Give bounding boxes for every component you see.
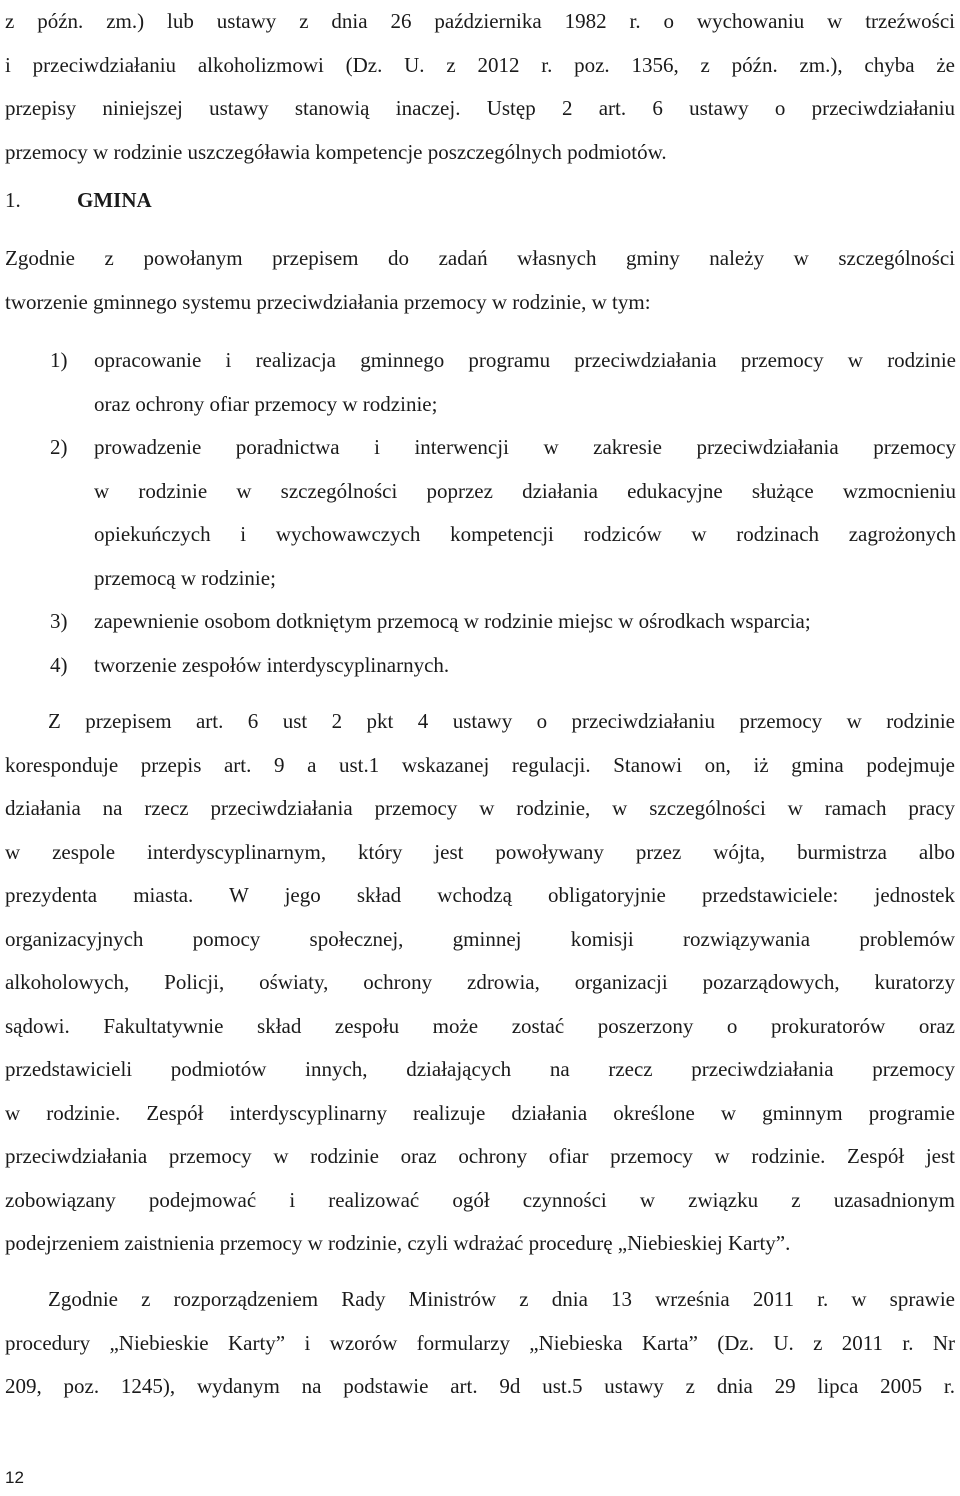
- text-line: Z przepisem art. 6 ust 2 pkt 4 ustawy o przeciwdziałaniu przemocy w rodzinie: [48, 709, 955, 733]
- page-number: 12: [5, 1468, 24, 1487]
- text-line: działania na rzecz przeciwdziałania przemocy w rodzinie, w szczególności w ramach pracy: [5, 796, 955, 820]
- text-line: zobowiązany podejmować i realizować ogół czynności w związku z uzasadnionym: [5, 1187, 955, 1212]
- text-line: w rodzinie w szczególności poprzez działania edukacyjne służące wzmocnieniu: [94, 478, 956, 503]
- text-line: 209, poz. 1245), wydanym na podstawie art. 9d ust.5 ustawy z dnia 29 lipca 2005 r.: [5, 1374, 955, 1398]
- text-line: tworzenie gminnego systemu przeciwdziałania przemocy w rodzinie, w tym:: [5, 289, 651, 314]
- text-line: tworzenie zespołów interdyscyplinarnych.: [94, 652, 450, 677]
- list-item: [50, 339, 956, 426]
- text-line: Zgodnie z powołanym przepisem do zadań własnych gminy należy w szczególności: [5, 246, 955, 270]
- text-line: z późn. zm.) lub ustawy z dnia 26 października 1982 r. o wychowaniu w trzeźwości: [5, 9, 955, 33]
- text-line: w rodzinie. Zespół interdyscyplinarny realizuje działania określone w gminnym programie: [5, 1100, 955, 1125]
- text-line: procedury „Niebieskie Karty” i wzorów formularzy „Niebieska Karta” (Dz. U. z 2011 r. Nr: [5, 1330, 955, 1355]
- text-line: prezydenta miasta. W jego skład wchodzą obligatoryjnie przedstawiciele: jednostek: [5, 883, 955, 907]
- text-line: w zespole interdyscyplinarnym, który jest powoływany przez wójta, burmistrza albo: [5, 839, 955, 864]
- text-line: opracowanie i realizacja gminnego programu przeciwdziałania przemocy w rodzinie: [94, 348, 956, 372]
- section-title: GMINA: [77, 188, 152, 212]
- text-line: przedstawicieli podmiotów innych, działających na rzecz przeciwdziałania przemocy: [5, 1057, 955, 1081]
- text-line: przepisy niniejszej ustawy stanowią inaczej. Ustęp 2 art. 6 ustawy o przeciwdziałaniu: [5, 96, 955, 120]
- text-line: organizacyjnych pomocy społecznej, gminnej komisji rozwiązywania problemów: [5, 926, 955, 951]
- text-line: opiekuńczych i wychowawczych kompetencji rodziców w rodzinach zagrożonych: [94, 522, 956, 546]
- paragraph-zespol-interdyscyplinarny: [5, 700, 955, 1266]
- text-line: przemocą w rodzinie;: [94, 565, 276, 590]
- text-line: przeciwdziałania przemocy w rodzinie oraz ochrony ofiar przemocy w rodzinie. Zespół jest: [5, 1144, 955, 1168]
- text-line: koresponduje przepis art. 9 a ust.1 wskazanej regulacji. Stanowi on, iż gmina podejmuje: [5, 752, 955, 777]
- list-item: [50, 644, 956, 688]
- text-line: sądowi. Fakultatywnie skład zespołu może zostać poszerzony o prokuratorów oraz: [5, 1013, 955, 1038]
- text-line: Zgodnie z rozporządzeniem Rady Ministrów z dnia 13 września 2011 r. w sprawie: [48, 1287, 955, 1311]
- intro-paragraph: [5, 0, 955, 174]
- section-heading: [5, 180, 152, 220]
- section-number: 1.: [5, 188, 21, 212]
- text-line: przemocy w rodzinie uszczegóławia kompetencje poszczególnych podmiotów.: [5, 139, 667, 164]
- text-line: alkoholowych, Policji, oświaty, ochrony zdrowia, organizacji pozarządowych, kuratorzy: [5, 970, 955, 994]
- list-marker: 2): [50, 435, 68, 459]
- list-marker: 3): [50, 609, 68, 633]
- text-line: prowadzenie poradnictwa i interwencji w zakresie przeciwdziałania przemocy: [94, 435, 956, 459]
- list-marker: 1): [50, 348, 68, 372]
- task-list: [50, 339, 956, 687]
- list-marker: 4): [50, 652, 68, 677]
- text-line: zapewnienie osobom dotkniętym przemocą w rodzinie miejsc w ośrodkach wsparcia;: [94, 609, 811, 633]
- text-line: podejrzeniem zaistnienia przemocy w rodzinie, czyli wdrażać procedurę „Niebieskiej Karty”.: [5, 1231, 791, 1255]
- section-intro-paragraph: [5, 237, 955, 324]
- text-line: oraz ochrony ofiar przemocy w rodzinie;: [94, 391, 438, 416]
- list-item: [50, 600, 956, 644]
- list-item: [50, 426, 956, 600]
- paragraph-rozporzadzenie: [5, 1278, 955, 1409]
- text-line: i przeciwdziałaniu alkoholizmowi (Dz. U. z 2012 r. poz. 1356, z późn. zm.), chyba że: [5, 52, 955, 77]
